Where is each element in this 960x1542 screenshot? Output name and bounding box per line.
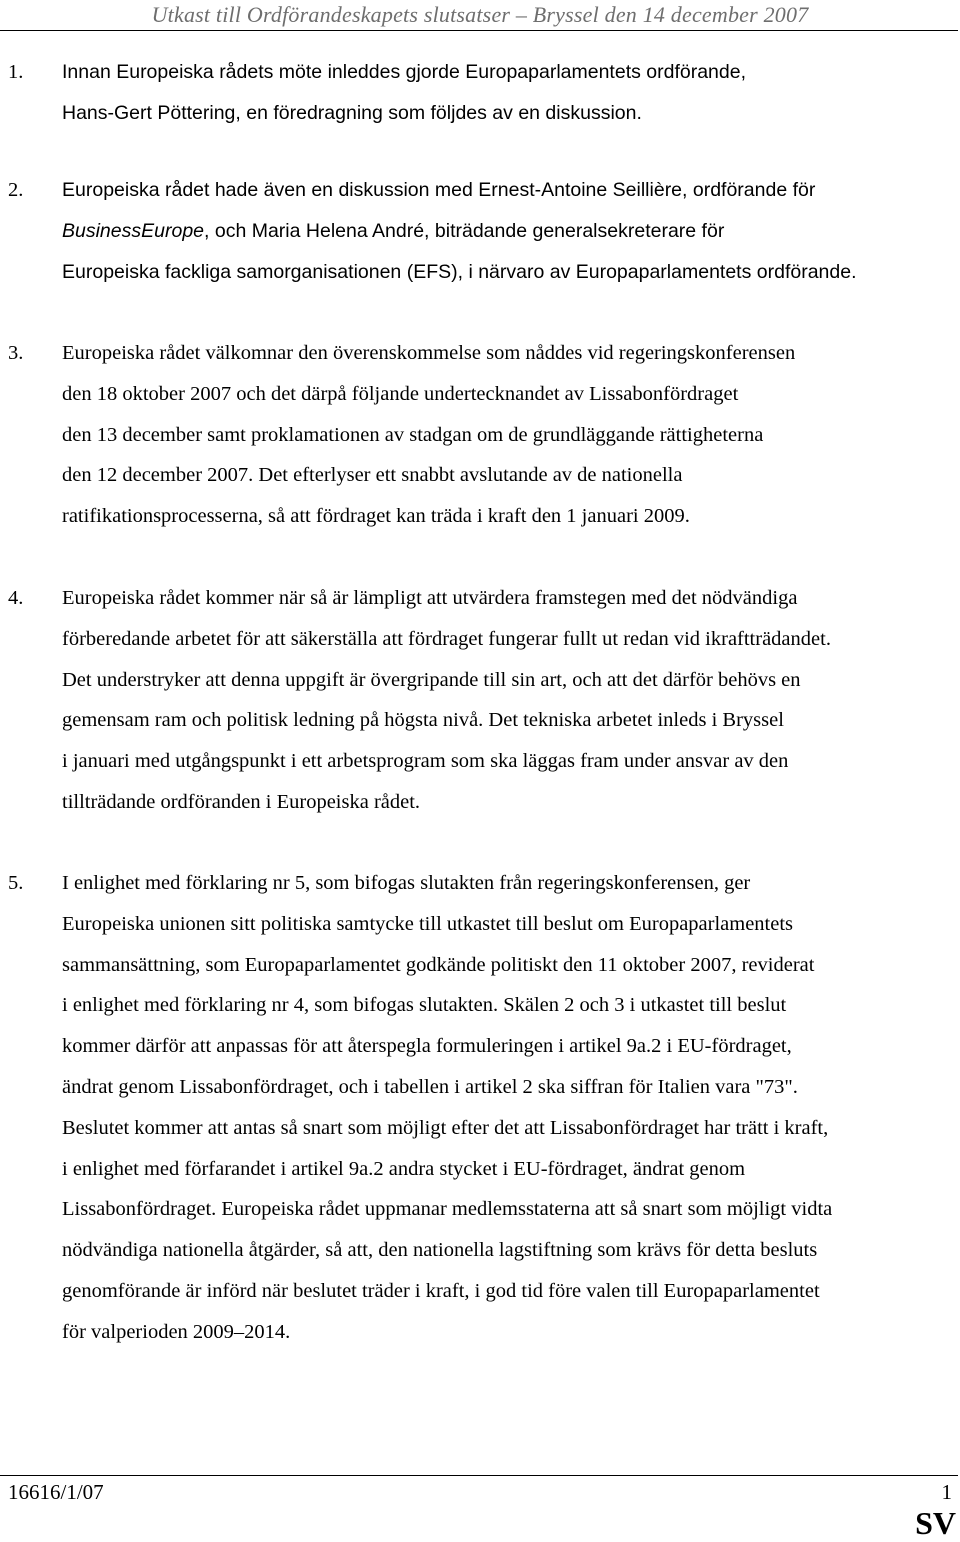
text-line: Lissabonfördraget. Europeiska rådet uppmanar medlemsstaterna att så snart som möjligt vidta — [62, 1198, 833, 1221]
text-line: förberedande arbetet för att säkerställa att fördraget fungerar fullt ut redan vid ikraftträdandet. — [62, 627, 831, 650]
paragraph-5 — [0, 863, 955, 1353]
text-line: Europeiska unionen sitt politiska samtycke till utkastet till beslut om Europaparlamentets — [62, 912, 794, 935]
paragraph-text — [62, 52, 955, 134]
paragraph-text — [62, 863, 955, 1353]
text-line: den 18 oktober 2007 och det därpå följande undertecknandet av Lissabonfördraget — [62, 382, 739, 405]
text-line: Innan Europeiska rådets möte inleddes gjorde Europaparlamentets ordförande, — [62, 61, 747, 83]
text-line: nödvändiga nationella åtgärder, så att, den nationella lagstiftning som krävs för detta besluts — [62, 1239, 818, 1262]
text-line: Europeiska fackliga samorganisationen (EFS), i närvaro av Europaparlamentets ordförande. — [62, 260, 857, 283]
text-line: i januari med utgångspunkt i ett arbetsprogram som ska läggas fram under ansvar av den — [62, 750, 789, 773]
paragraph-text — [62, 333, 955, 537]
header-divider — [0, 30, 958, 31]
paragraph-3 — [0, 333, 955, 537]
paragraph-4 — [0, 578, 955, 823]
paragraph-text — [62, 170, 955, 292]
footer-divider — [0, 1475, 958, 1476]
page-number: 1 — [941, 1480, 952, 1504]
paragraph-number: 3. — [8, 342, 24, 364]
text-line: kommer därför att anpassas för att återspegla formuleringen i artikel 9a.2 i EU-fördraget, — [62, 1035, 792, 1058]
text-line: Det understryker att denna uppgift är övergripande till sin art, och att det därför behövs en — [62, 668, 801, 691]
text-line: i enlighet med förfarandet i artikel 9a.2 andra stycket i EU-fördraget, ändrat genom — [62, 1157, 746, 1180]
italic-term: BusinessEurope — [62, 219, 205, 242]
text-line: I enlighet med förklaring nr 5, som bifogas slutakten från regeringskonferensen, ger — [62, 872, 751, 894]
text-line: ändrat genom Lissabonfördraget, och i tabellen i artikel 2 ska siffran för Italien vara "73". — [62, 1075, 798, 1098]
paragraph-number: 2. — [8, 179, 24, 201]
document-number: 16616/1/07 — [8, 1480, 104, 1504]
text-line: den 12 december 2007. Det efterlyser ett snabbt avslutande av de nationella — [62, 464, 683, 487]
paragraph-1 — [0, 52, 955, 134]
text-line: genomförande är införd när beslutet träder i kraft, i god tid före valen till Europaparlamentet — [62, 1279, 820, 1302]
text-line: Europeiska rådet kommer när så är lämpligt att utvärdera framstegen med det nödvändiga — [62, 587, 798, 609]
paragraph-number: 5. — [8, 872, 24, 894]
text-line: Europeiska rådet välkomnar den överenskommelse som nåddes vid regeringskonferensen — [62, 342, 796, 364]
language-code: SV — [915, 1505, 956, 1541]
text-line: gemensam ram och politisk ledning på högsta nivå. Det tekniska arbetet inleds i Bryssel — [62, 709, 784, 732]
paragraph-number: 1. — [8, 61, 24, 83]
text-line: Europeiska rådet hade även en diskussion med Ernest-Antoine Seillière, ordförande för — [62, 179, 816, 201]
text-line: tillträdande ordföranden i Europeiska rådet. — [62, 790, 421, 813]
text-line: ratifikationsprocesserna, så att fördraget kan träda i kraft den 1 januari 2009. — [62, 505, 690, 528]
text-line — [62, 211, 955, 252]
text-line: för valperioden 2009–2014. — [62, 1320, 291, 1343]
text-line: i enlighet med förklaring nr 4, som bifogas slutakten. Skälen 2 och 3 i utkastet till beslut — [62, 994, 787, 1017]
text-line: sammansättning, som Europaparlamentet godkände politiskt den 11 oktober 2007, reviderat — [62, 953, 815, 976]
paragraph-2 — [0, 170, 955, 292]
text-line: Beslutet kommer att antas så snart som möjligt efter det att Lissabonfördraget har trätt i kraft, — [62, 1116, 829, 1139]
running-header: Utkast till Ordförandeskapets slutsatser – Bryssel den 14 december 2007 — [151, 2, 809, 27]
paragraph-text — [62, 578, 955, 823]
text-fragment: , och Maria Helena André, biträdande generalsekreterare för — [204, 219, 725, 242]
text-line: Hans-Gert Pöttering, en föredragning som följdes av en diskussion. — [62, 101, 642, 124]
text-line: den 13 december samt proklamationen av stadgan om de grundläggande rättigheterna — [62, 423, 764, 446]
paragraph-number: 4. — [8, 587, 24, 609]
